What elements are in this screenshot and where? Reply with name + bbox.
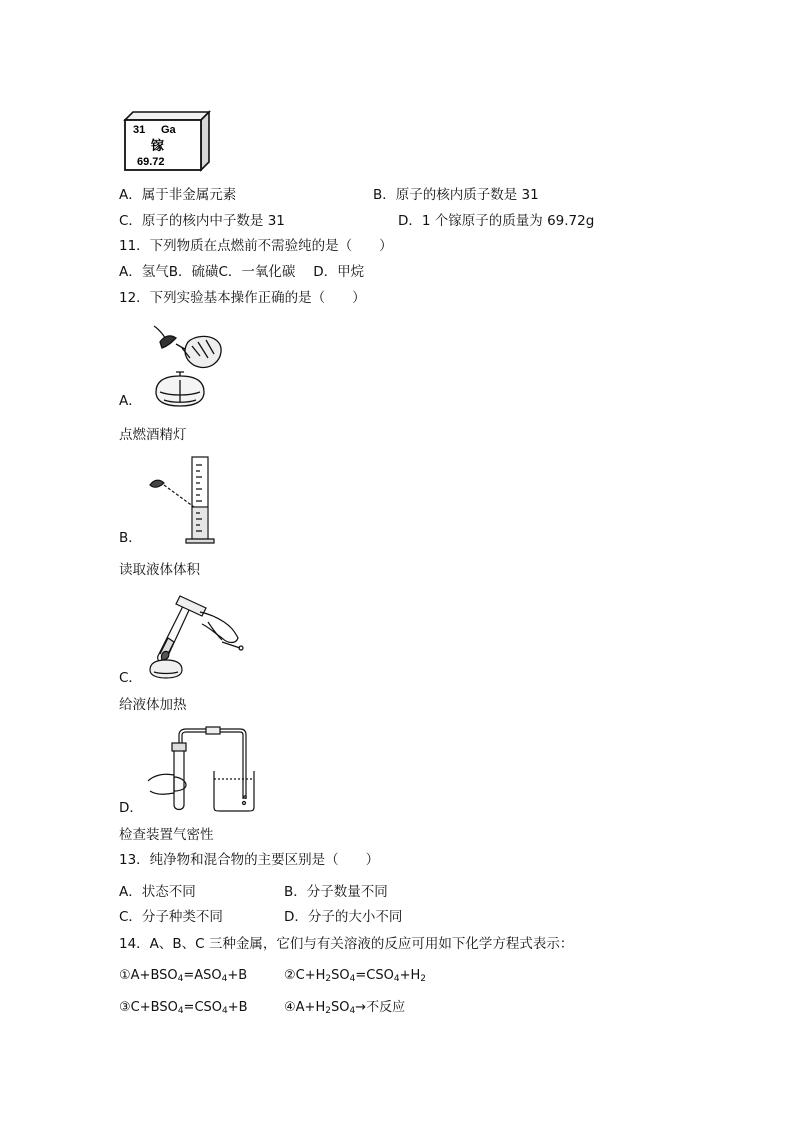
q12-option-c-letter: C．	[119, 670, 142, 686]
q11-options: A．氢气B．硫磺C．一氧化碳 D．甲烷	[119, 264, 365, 280]
q12-option-c-caption: 给液体加热	[119, 697, 187, 713]
q14-equation-2: $②C+H_2SO_4=CSO_4+H_2$	[284, 968, 426, 984]
heating-liquid-figure	[144, 588, 246, 680]
q12-option-b-caption: 读取液体体积	[119, 562, 200, 578]
q11-stem: 11．下列物质在点燃前不需验纯的是（ ）	[119, 238, 393, 254]
q10-option-b: B．原子的核内质子数是 31	[373, 187, 539, 203]
element-mass: 69.72	[137, 156, 165, 168]
graduated-cylinder-reading-figure	[140, 455, 224, 545]
q13-option-b: B．分子数量不同	[284, 884, 388, 900]
q14-equation-3: $③C+BSO_4=CSO_4+B$	[119, 1000, 248, 1016]
element-name: 镓	[151, 139, 165, 154]
q12-stem: 12．下列实验基本操作正确的是（ ）	[119, 290, 366, 306]
q13-option-d: D．分子的大小不同	[284, 909, 403, 925]
q10-option-d: D．1 个镓原子的质量为 69.72g	[398, 213, 595, 229]
q13-option-c: C．分子种类不同	[119, 909, 223, 925]
element-symbol: Ga	[161, 124, 176, 136]
q14-equation-4: $④A+H_2SO_4\to$不反应	[284, 1000, 406, 1016]
alcohol-lamp-lighting-figure	[146, 322, 228, 408]
q13-stem: 13．纯净物和混合物的主要区别是（ ）	[119, 852, 380, 868]
q14-equation-1: $①A+BSO_4=ASO_4+B$	[119, 968, 248, 984]
airtightness-check-figure	[144, 725, 256, 813]
q12-option-a-caption: 点燃酒精灯	[119, 427, 187, 443]
q12-option-d-letter: D．	[119, 800, 143, 816]
q12-option-d-caption: 检查装置气密性	[119, 827, 214, 843]
q13-option-a: A．状态不同	[119, 884, 196, 900]
q10-option-c: C．原子的核内中子数是 31	[119, 213, 285, 229]
element-tile-figure	[121, 110, 213, 172]
q12-option-b-letter: B．	[119, 530, 142, 546]
q14-stem: 14．A、B、C 三种金属，它们与有关溶液的反应可用如下化学方程式表示：	[119, 936, 574, 952]
element-number: 31	[133, 124, 146, 136]
q12-option-a-letter: A．	[119, 393, 142, 409]
q10-option-a: A．属于非金属元素	[119, 187, 237, 203]
